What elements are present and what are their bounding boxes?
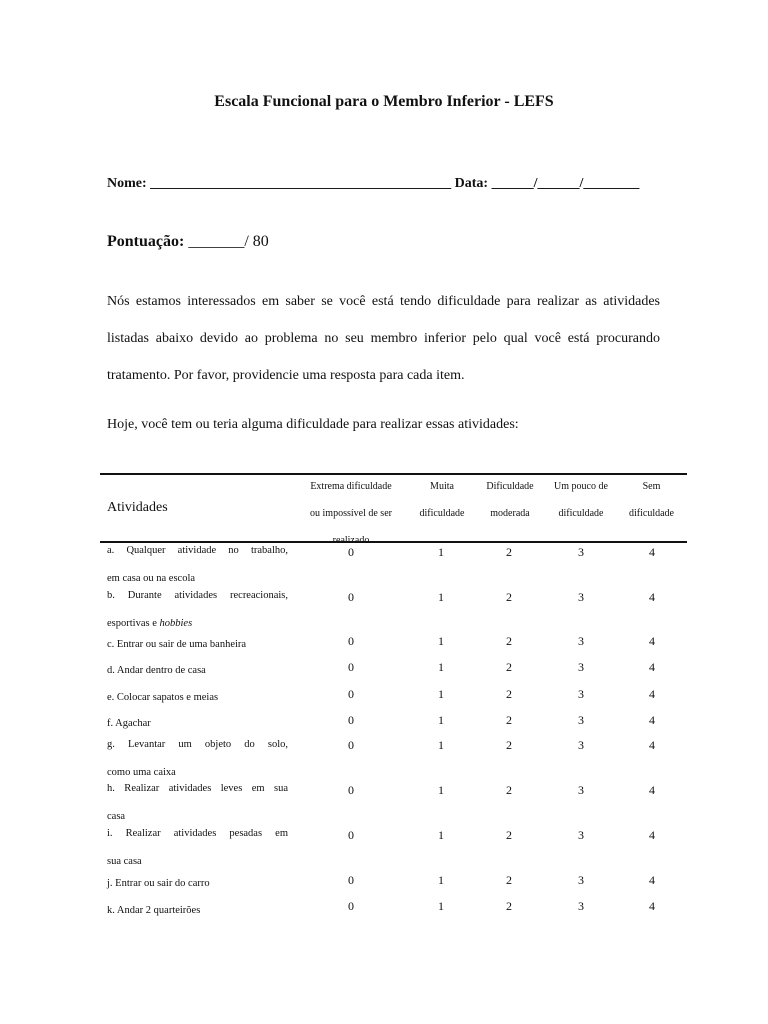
score-option[interactable]: 2 [506, 873, 512, 887]
name-field[interactable]: ___________________________________________ [150, 176, 452, 191]
row-label-cont: como uma caixa [107, 767, 176, 778]
row-label: d. Andar dentro de casa [107, 665, 206, 676]
column-header-line: ou impossível de ser [310, 508, 392, 519]
column-header-line: dificuldade [629, 508, 674, 519]
column-header-0 [300, 473, 402, 554]
table-row [107, 582, 288, 638]
table-row [107, 870, 288, 898]
row-label: b. Durante atividades recreacionais, [107, 590, 288, 601]
score-option[interactable]: 3 [578, 873, 584, 887]
score-option[interactable]: 0 [348, 873, 354, 887]
score-option[interactable]: 2 [506, 828, 512, 842]
page-title: Escala Funcional para o Membro Inferior - LEFS [214, 93, 554, 110]
score-option[interactable]: 3 [578, 545, 584, 559]
score-option[interactable]: 2 [506, 590, 512, 604]
score-option[interactable]: 0 [348, 738, 354, 752]
score-option[interactable]: 4 [649, 634, 655, 648]
score-option[interactable]: 1 [438, 634, 444, 648]
score-option[interactable]: 4 [649, 545, 655, 559]
score-option[interactable]: 0 [348, 687, 354, 701]
question-text: Hoje, você tem ou teria alguma dificuldade para realizar essas atividades: [107, 417, 519, 432]
score-option[interactable]: 0 [348, 828, 354, 842]
score-option[interactable]: 4 [649, 828, 655, 842]
table-row [107, 631, 288, 659]
score-option[interactable]: 4 [649, 873, 655, 887]
score-option[interactable]: 1 [438, 687, 444, 701]
score-option[interactable]: 0 [348, 545, 354, 559]
score-option[interactable]: 1 [438, 899, 444, 913]
score-option[interactable]: 3 [578, 899, 584, 913]
score-option[interactable]: 4 [649, 687, 655, 701]
score-option[interactable]: 4 [649, 899, 655, 913]
score-option[interactable]: 2 [506, 899, 512, 913]
row-label: a. Qualquer atividade no trabalho, [107, 545, 288, 556]
intro-paragraph: Nós estamos interessados em saber se você está tendo dificuldade para realizar as atividades listadas abaixo devido ao problema no seu membro inferior pelo qual você está procurando tratamento. Por favor, providencie uma resposta para cada item. [107, 294, 660, 383]
name-date-line [107, 176, 639, 192]
score-option[interactable]: 1 [438, 873, 444, 887]
column-header-4 [616, 473, 687, 527]
column-header-line: Dificuldade [486, 481, 534, 492]
score-option[interactable]: 4 [649, 713, 655, 727]
activities-header: Atividades [107, 500, 168, 515]
column-header-line: realizado [332, 535, 370, 546]
score-option[interactable]: 0 [348, 899, 354, 913]
score-option[interactable]: 3 [578, 713, 584, 727]
score-option[interactable]: 2 [506, 738, 512, 752]
score-option[interactable]: 0 [348, 713, 354, 727]
table-row [107, 657, 288, 685]
lefs-table [100, 473, 687, 923]
score-option[interactable]: 1 [438, 590, 444, 604]
score-option[interactable]: 2 [506, 783, 512, 797]
row-label-cont: sua casa [107, 856, 142, 867]
score-option[interactable]: 0 [348, 590, 354, 604]
score-option[interactable]: 3 [578, 634, 584, 648]
score-option[interactable]: 2 [506, 634, 512, 648]
name-label: Nome: [107, 176, 147, 191]
row-label: g. Levantar um objeto do solo, [107, 739, 288, 750]
row-label-italic: hobbies [159, 618, 193, 629]
score-option[interactable]: 3 [578, 687, 584, 701]
score-option[interactable]: 1 [438, 738, 444, 752]
column-header-2 [474, 473, 546, 527]
score-option[interactable]: 2 [506, 713, 512, 727]
score-option[interactable]: 2 [506, 545, 512, 559]
column-header-line: Sem [642, 481, 661, 492]
score-field[interactable]: _______ [188, 233, 245, 250]
score-option[interactable]: 1 [438, 828, 444, 842]
column-header-line: Extrema dificuldade [310, 481, 392, 492]
column-header-line: Um pouco de [554, 481, 608, 492]
score-option[interactable]: 3 [578, 738, 584, 752]
score-option[interactable]: 4 [649, 590, 655, 604]
score-option[interactable]: 0 [348, 660, 354, 674]
table-row [107, 820, 288, 876]
score-option[interactable]: 1 [438, 660, 444, 674]
date-field[interactable]: ______/______/________ [491, 176, 640, 191]
score-option[interactable]: 3 [578, 828, 584, 842]
row-label: f. Agachar [107, 718, 151, 729]
score-label: Pontuação: [107, 233, 185, 250]
column-header-3 [544, 473, 618, 527]
score-option[interactable]: 2 [506, 687, 512, 701]
score-option[interactable]: 4 [649, 660, 655, 674]
row-label-cont: em casa ou na escola [107, 573, 196, 584]
score-option[interactable]: 0 [348, 634, 354, 648]
score-option[interactable]: 4 [649, 738, 655, 752]
score-line [107, 233, 269, 251]
row-label: c. Entrar ou sair de uma banheira [107, 639, 247, 650]
score-option[interactable]: 3 [578, 783, 584, 797]
score-option[interactable]: 1 [438, 713, 444, 727]
column-header-line: dificuldade [558, 508, 604, 519]
score-option[interactable]: 0 [348, 783, 354, 797]
table-row [107, 684, 288, 712]
row-label-cont: casa [107, 811, 126, 822]
row-label: h. Realizar atividades leves em sua [107, 783, 288, 794]
row-label: e. Colocar sapatos e meias [107, 692, 219, 703]
score-option[interactable]: 1 [438, 783, 444, 797]
column-header-1 [404, 473, 480, 527]
score-option[interactable]: 4 [649, 783, 655, 797]
score-option[interactable]: 3 [578, 590, 584, 604]
score-max: / 80 [244, 233, 269, 250]
score-option[interactable]: 2 [506, 660, 512, 674]
table-row [107, 897, 288, 925]
date-label: Data: [454, 176, 489, 191]
column-header-line: moderada [490, 508, 530, 519]
row-label: j. Entrar ou sair do carro [107, 878, 210, 889]
row-label: i. Realizar atividades pesadas em [107, 828, 288, 839]
row-label-part: esportivas e [107, 618, 160, 629]
score-option[interactable]: 1 [438, 545, 444, 559]
row-label: k. Andar 2 quarteirões [107, 905, 201, 916]
score-option[interactable]: 3 [578, 660, 584, 674]
column-header-line: dificuldade [419, 508, 465, 519]
column-header-line: Muita [430, 481, 454, 492]
